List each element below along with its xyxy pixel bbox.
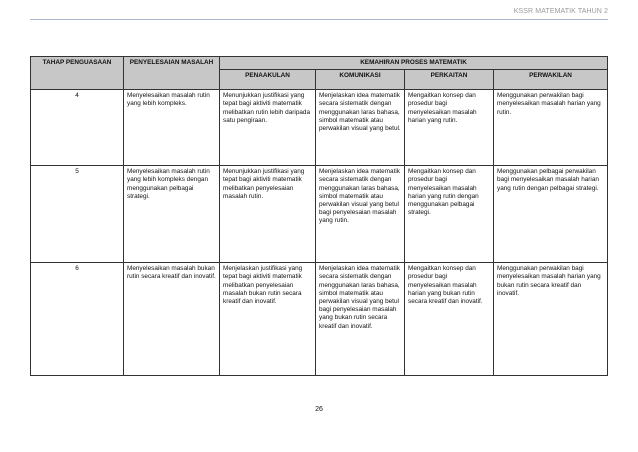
- perkaitan-cell: Mengaitkan konsep dan prosedur bagi menyelesaikan masalah harian yang bukan rutin secara kreatif dan inovatif.: [405, 263, 494, 376]
- header-divider: [30, 19, 608, 20]
- header-penaakulan: PENAAKULAN: [220, 70, 316, 90]
- level-cell: 5: [31, 166, 124, 263]
- perkaitan-cell: Mengaitkan konsep dan prosedur bagi menyelesaikan masalah harian yang rutin dengan menggunakan pelbagai strategi.: [405, 166, 494, 263]
- komunikasi-cell: Menjelaskan idea matematik secara sistematik dengan menggunakan laras bahasa, simbol matematik atau perwakilan visual yang betul bagi penyelesaian masalah yang bukan rutin secara kreatif dan inovatif.: [316, 263, 405, 376]
- perkaitan-cell: Mengaitkan konsep dan prosedur bagi menyelesaikan masalah harian yang rutin.: [405, 90, 494, 166]
- komunikasi-cell: Menjelaskan idea matematik secara sistematik dengan menggunakan laras bahasa, simbol matematik atau perwakilan visual yang betul.: [316, 90, 405, 166]
- header-tahap-penguasaan: TAHAP PENGUASAAN: [31, 57, 124, 90]
- header-penyelesaian-masalah: PENYELESAIAN MASALAH: [124, 57, 220, 90]
- table-row: [31, 166, 608, 263]
- header-perkaitan: PERKAITAN: [405, 70, 494, 90]
- table-row: [31, 263, 608, 376]
- penaakulan-cell: Menunjukkan justifikasi yang tepat bagi aktiviti matematik melibatkan rutin lebih daripada satu pengiraan.: [220, 90, 316, 166]
- document-header: KSSR MATEMATIK TAHUN 2: [513, 8, 608, 15]
- penyelesaian-cell: Menyelesaikan masalah bukan rutin secara kreatif dan inovatif.: [124, 263, 220, 376]
- perwakilan-cell: Menggunakan perwakilan bagi menyelesaikan masalah harian yang rutin.: [494, 90, 608, 166]
- header-komunikasi: KOMUNIKASI: [316, 70, 405, 90]
- header-kemahiran-proses: KEMAHIRAN PROSES MATEMATIK: [220, 57, 608, 70]
- perwakilan-cell: Menggunakan pelbagai perwakilan bagi menyelesaikan masalah harian yang rutin dengan pelbagai strategi.: [494, 166, 608, 263]
- penaakulan-cell: Menjelaskan justifikasi yang tepat bagi aktiviti matematik melibatkan penyelesaian masalah bukan rutin secara kreatif dan inovatif.: [220, 263, 316, 376]
- table-header-row: [31, 57, 608, 70]
- penaakulan-cell: Menunjukkan justifikasi yang tepat bagi aktiviti matematik melibatkan penyelesaian masalah rutin.: [220, 166, 316, 263]
- perwakilan-cell: Menggunakan perwakilan bagi menyelesaikan masalah harian yang bukan rutin secara kreatif dan inovatif.: [494, 263, 608, 376]
- penyelesaian-cell: Menyelesaikan masalah rutin yang lebih kompleks dengan menggunakan pelbagai strategi.: [124, 166, 220, 263]
- header-perwakilan: PERWAKILAN: [494, 70, 608, 90]
- page-number: 26: [315, 406, 323, 413]
- level-cell: 4: [31, 90, 124, 166]
- penyelesaian-cell: Menyelesaikan masalah rutin yang lebih kompleks.: [124, 90, 220, 166]
- table-row: [31, 90, 608, 166]
- komunikasi-cell: Menjelaskan idea matematik secara sistematik dengan menggunakan laras bahasa, simbol matematik atau perwakilan visual yang betul bagi penyelesaian masalah yang rutin.: [316, 166, 405, 263]
- assessment-rubric-table: [30, 56, 608, 376]
- level-cell: 6: [31, 263, 124, 376]
